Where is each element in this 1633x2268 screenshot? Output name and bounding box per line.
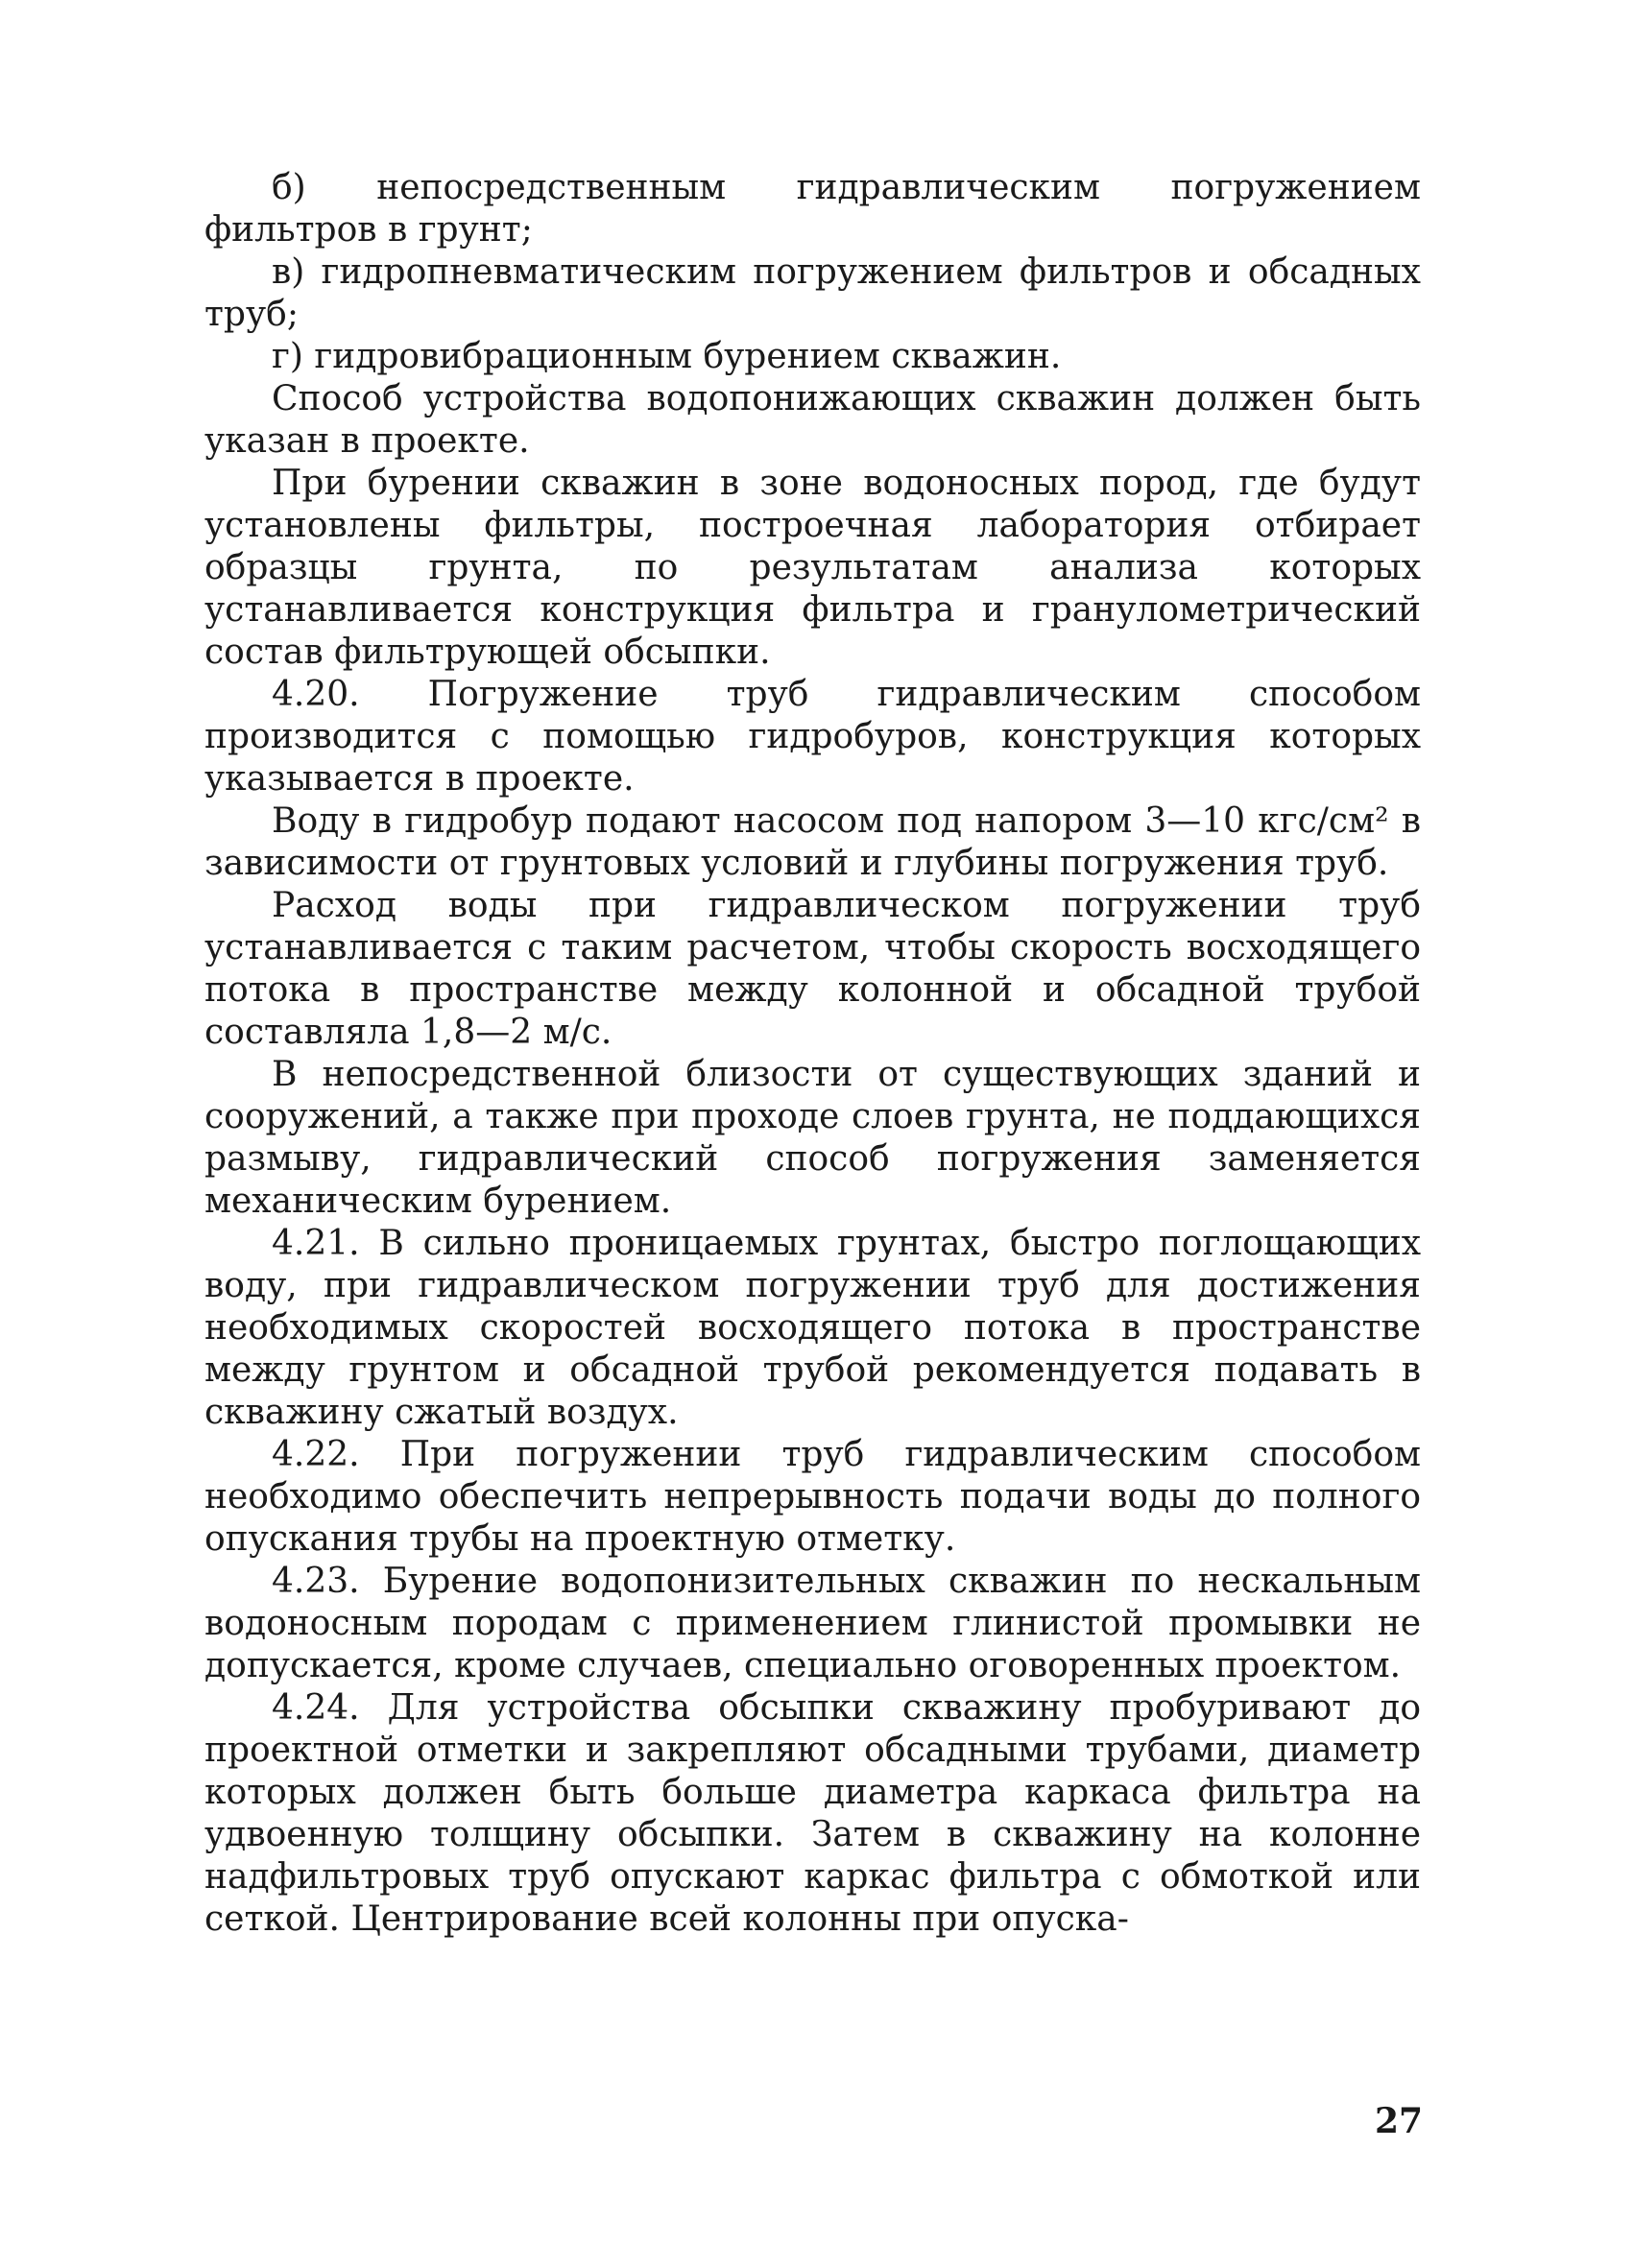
paragraph-water-pressure: Воду в гидробур подают насосом под напором 3—10 кгс/см² в зависимости от грунтовых условий и глубины погружения труб. bbox=[204, 801, 1421, 883]
paragraph-4-23: 4.23. Бурение водопонизительных скважин по нескальным водоносным породам с применением глинистой промывки не допускается, кроме случаев, специально оговоренных проектом. bbox=[204, 1562, 1421, 1685]
paragraph-method: Способ устройства водопонижающих скважин должен быть указан в проекте. bbox=[204, 379, 1421, 461]
paragraph-water-flow: Расход воды при гидравлическом погружении труб устанавливается с таким расчетом, чтобы скорость восходящего потока в пространстве между колонной и обсадной трубой составляла 1,8—2 м/с. bbox=[204, 886, 1421, 1052]
paragraph-4-24: 4.24. Для устройства обсыпки скважину пробуривают до проектной отметки и закрепляют обсадными трубами, диаметр которых должен быть больше диаметра каркаса фильтра на удвоенную толщину обсыпки. Затем в скважину на колонне надфильтровых труб опускают каркас фильтра с обмоткой или сеткой. Центрирование всей колонны при опуска- bbox=[204, 1688, 1421, 1939]
paragraph-item-g: г) гидровибрационным бурением скважин. bbox=[272, 337, 1062, 376]
paragraph-4-22: 4.22. При погружении труб гидравлическим способом необходимо обеспечить непрерывность подачи воды до полного опускания трубы на проектную отметку. bbox=[204, 1435, 1421, 1559]
paragraph-4-20: 4.20. Погружение труб гидравлическим способом производится с помощью гидробуров, конструкция которых указывается в проекте. bbox=[204, 675, 1421, 799]
page-number: 27 bbox=[1375, 2101, 1424, 2141]
paragraph-drilling-samples: При бурении скважин в зоне водоносных пород, где будут установлены фильтры, построечная лаборатория отбирает образцы грунта, по результатам анализа которых устанавливается конструкция фильтра и гранулометрический состав фильтрующей обсыпки. bbox=[204, 464, 1421, 672]
paragraph-4-21: 4.21. В сильно проницаемых грунтах, быстро поглощающих воду, при гидравлическом погружении труб для достижения необходимых скоростей восходящего потока в пространстве между грунтом и обсадной трубой рекомендуется подавать в скважину сжатый воздух. bbox=[204, 1224, 1421, 1432]
paragraph-near-buildings: В непосредственной близости от существующих зданий и сооружений, а также при проходе слоев грунта, не поддающихся размыву, гидравлический способ погружения заменяется механическим бурением. bbox=[204, 1055, 1421, 1221]
paragraph-item-b: б) непосредственным гидравлическим погружением фильтров в грунт; bbox=[204, 168, 1421, 250]
body-text bbox=[204, 167, 1421, 1941]
paragraph-item-v: в) гидропневматическим погружением фильтров и обсадных труб; bbox=[204, 252, 1421, 334]
